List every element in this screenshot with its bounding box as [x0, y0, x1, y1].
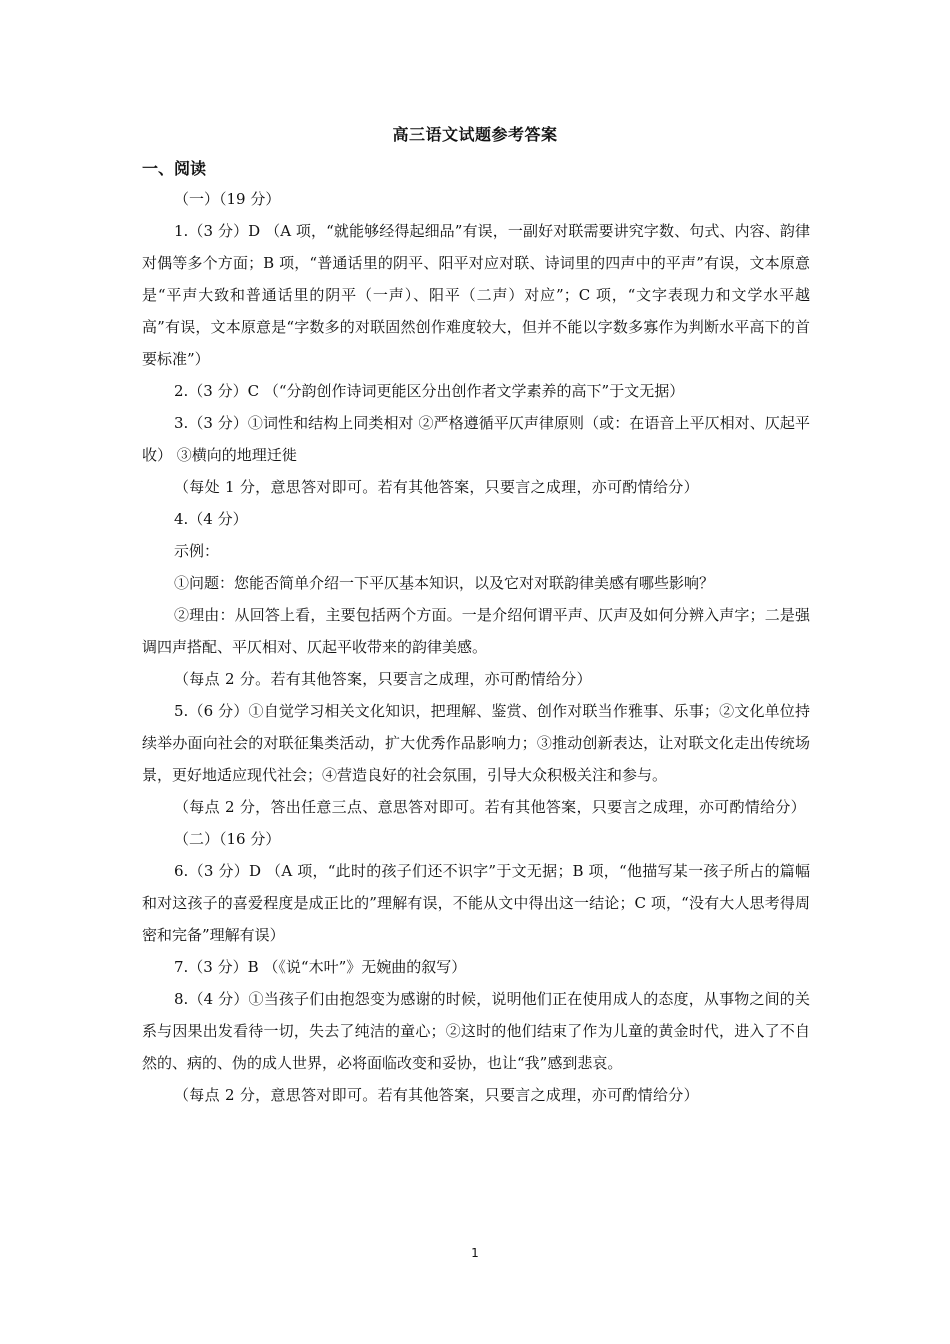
answer-q4-question: ①问题：您能否简单介绍一下平仄基本知识，以及它对对联韵律美感有哪些影响？: [174, 574, 715, 592]
answer-q2: 2.（3 分）C （“分韵创作诗词更能区分出创作者文学素养的高下”于文无据）: [174, 382, 685, 400]
page-number: 1: [471, 1246, 479, 1260]
answer-q1: 1.（3 分）D （A 项，“就能够经得起细品”有误，一副好对联需要讲究字数、句式、内容、韵律对偶等多个方面；B 项，“普通话里的阴平、阳平对应对联、诗词里的四声中的平声”有误，文本原意是“平声大致和普通话里的阴平（一声）、阳平（二声）对应”；C 项，“文字表现力和文学水平越高”有误，文本原意是“字数多的对联固然创作难度较大，但并不能以字数多寡作为判断水平高下的首要标准”）: [142, 222, 810, 368]
document-title: 高三语文试题参考答案: [392, 125, 558, 144]
answer-q8: 8.（4 分）①当孩子们由抱怨变为感谢的时候，说明他们正在使用成人的态度，从事物之间的关系与因果出发看待一切，失去了纯洁的童心；②这时的他们结束了作为儿童的黄金时代，进入了不自然的、病的、伪的成人世界，必将面临改变和妥协，也让“我”感到悲哀。: [142, 990, 810, 1072]
answer-q3: 3.（3 分）①词性和结构上同类相对 ②严格遵循平仄声律原则（或：在语音上平仄相对、仄起平收） ③横向的地理迁徙: [142, 414, 810, 464]
answer-q7: 7.（3 分）B （《说“木叶”》无婉曲的叙写）: [174, 958, 467, 976]
scoring-note-q4: （每点 2 分。若有其他答案，只要言之成理，亦可酌情给分）: [174, 670, 592, 688]
answer-q6: 6.（3 分）D （A 项，“此时的孩子们还不识字”于文无据；B 项，“他描写某一孩子所占的篇幅和对这孩子的喜爱程度是成正比的”理解有误，不能从文中得出这一结论；C 项，“没有大人思考得周密和完备”理解有误）: [142, 862, 810, 944]
scoring-note-q8: （每点 2 分，意思答对即可。若有其他答案，只要言之成理，亦可酌情给分）: [174, 1086, 699, 1104]
answer-q4-reason: ②理由：从回答上看，主要包括两个方面。一是介绍何谓平声、仄声及如何分辨入声字；二是强调四声搭配、平仄相对、仄起平收带来的韵律美感。: [142, 606, 810, 656]
answer-q4: 4.（4 分）: [174, 510, 248, 528]
answer-q4-example: 示例：: [174, 542, 220, 560]
scoring-note-q5: （每点 2 分，答出任意三点、意思答对即可。若有其他答案，只要言之成理，亦可酌情给分）: [174, 798, 806, 816]
answer-q5: 5.（6 分）①自觉学习相关文化知识，把理解、鉴赏、创作对联当作雅事、乐事；②文化单位持续举办面向社会的对联征集类活动，扩大优秀作品影响力；③推动创新表达，让对联文化走出传统场景，更好地适应现代社会；④营造良好的社会氛围，引导大众积极关注和参与。: [142, 702, 810, 784]
scoring-note-q3: （每处 1 分，意思答对即可。若有其他答案，只要言之成理，亦可酌情给分）: [174, 478, 699, 496]
part-heading-1: （一）（19 分）: [174, 190, 281, 208]
answer-body: [142, 183, 810, 1111]
part-heading-2: （二）（16 分）: [174, 830, 281, 848]
section-heading: 一、阅读: [142, 159, 207, 178]
